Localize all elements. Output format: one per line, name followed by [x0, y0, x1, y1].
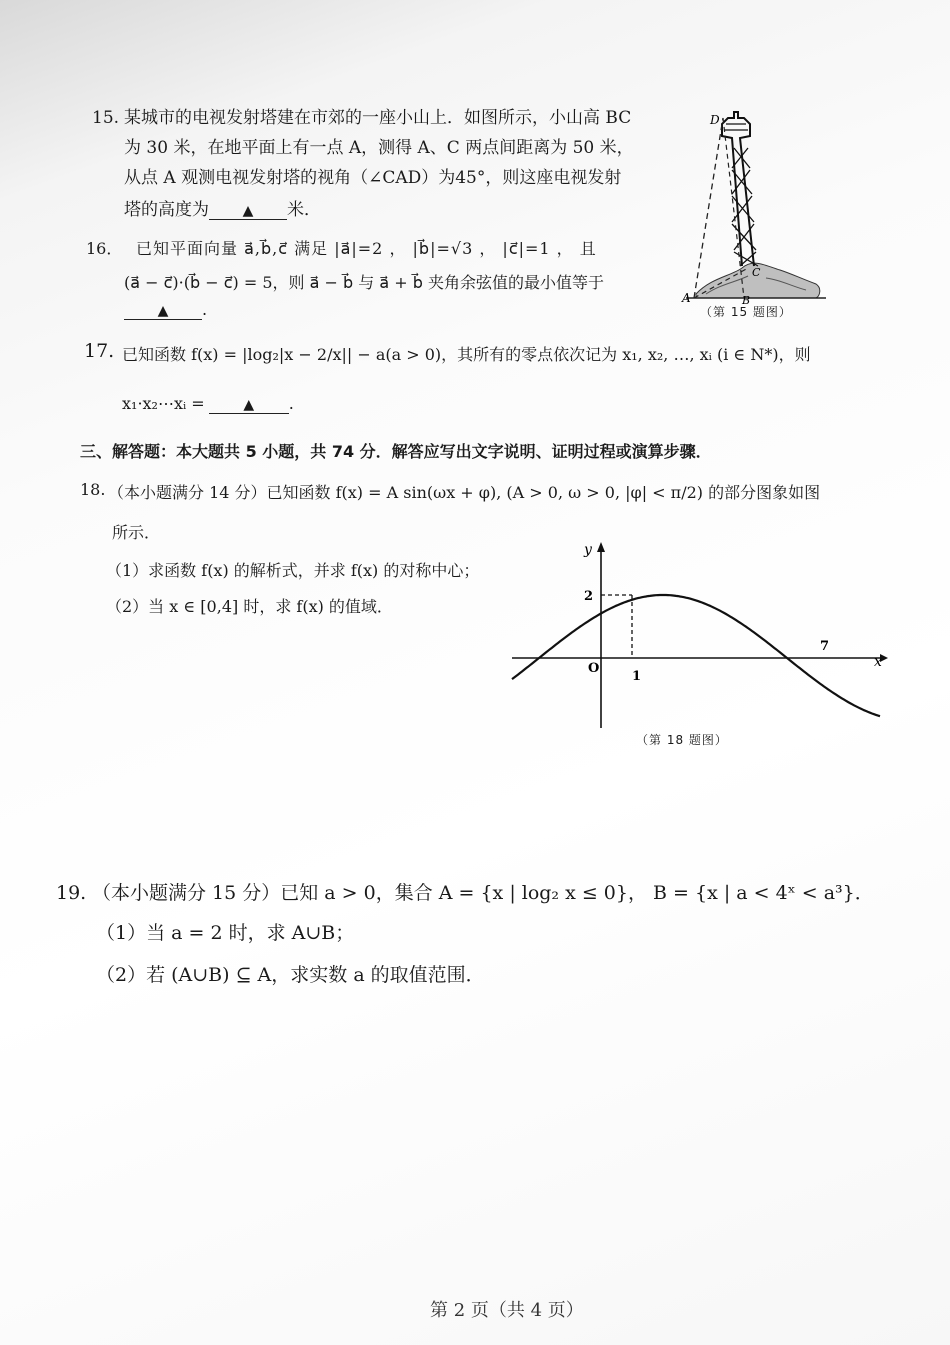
q17-line-1: 已知函数 f(x) = |log₂|x − 2/x|| − a(a > 0)，其所有的零点依次记为 x₁, x₂, …, xᵢ (i ∈ N*)，则 [122, 345, 811, 364]
section-3-heading: 三、解答题：本大题共 5 小题，共 74 分．解答应写出文字说明、证明过程或演算步骤． [80, 442, 712, 461]
q19-line-1: （本小题满分 15 分）已知 a > 0，集合 A = {x | log₂ x ≤ 0}， B = {x | a < 4ˣ < a³}． [92, 882, 874, 904]
q18-part-1: （1）求函数 f(x) 的解析式，并求 f(x) 的对称中心； [106, 561, 480, 580]
q15-answer-blank [209, 202, 287, 220]
q18-part-2: （2）当 x ∈ [0,4] 时，求 f(x) 的值域． [106, 597, 393, 616]
answer-triangle-icon: ▲ [242, 203, 254, 219]
page-footer: 第 2 页（共 4 页） [430, 1300, 584, 1321]
q18-tick-7: 7 [820, 639, 830, 654]
q18-axis-y: y [584, 542, 592, 558]
q15-tower-figure [676, 108, 836, 320]
q15-label-d: D [710, 113, 720, 127]
q15-label-a: A [682, 291, 691, 305]
q15-caption: （第 15 题图） [700, 305, 792, 319]
q18-sine-curve [512, 595, 880, 716]
q18-caption: （第 18 题图） [636, 733, 728, 747]
q18-tick-1: 1 [632, 669, 642, 684]
q15-line-4-text: 塔的高度为 [124, 200, 209, 220]
q19-number: 19. [56, 882, 87, 904]
q18-tick-2: 2 [584, 589, 594, 604]
q18-line-2: 所示． [112, 523, 161, 542]
q16-line-2: (a⃗ − c⃗)·(b⃗ − c⃗) = 5，则 a⃗ − b⃗ 与 a⃗ + b⃗ 夹角余弦值的最小值等于 [124, 273, 604, 292]
q17-line-2 [122, 394, 294, 414]
q15-label-b: B [742, 294, 751, 307]
q15-tail: 米． [287, 200, 321, 220]
q18-axis-x: x [874, 654, 882, 670]
answer-triangle-icon: ▲ [243, 397, 255, 413]
q18-number: 18. [80, 480, 106, 499]
q19-part-2: （2）若 (A∪B) ⊆ A，求实数 a 的取值范围． [96, 964, 485, 986]
q18-graph [508, 538, 888, 728]
q16-line-1: 已知平面向量 a⃗,b⃗,c⃗ 满足 |a⃗|=2 ， |b⃗|=√3 ， |c⃗|=1 ， 且 [136, 239, 597, 258]
q16-tail: . [202, 300, 208, 319]
q18-origin: O [588, 661, 600, 676]
q15-line-2: 为 30 米，在地平面上有一点 A，测得 A、C 两点间距离为 50 米， [124, 138, 634, 158]
q16-line-3 [124, 300, 207, 320]
q17-line-2-text: x₁·x₂⋯xᵢ = [122, 394, 205, 413]
answer-triangle-icon: ▲ [157, 303, 169, 319]
q17-number: 17. [84, 340, 115, 362]
q18-line-1: （本小题满分 14 分）已知函数 f(x) = A sin(ωx + φ), (A > 0, ω > 0, |φ| < π/2) 的部分图象如图 [108, 483, 821, 502]
q15-line-3: 从点 A 观测电视发射塔的视角（∠CAD）为45°，则这座电视发射 [124, 168, 622, 188]
q15-line-1: 某城市的电视发射塔建在市郊的一座小山上．如图所示，小山高 BC [124, 108, 632, 128]
q16-answer-blank [124, 302, 202, 320]
q15-label-c: C [752, 266, 761, 279]
q17-answer-blank [209, 396, 289, 414]
q16-number: 16． [86, 239, 123, 258]
q17-tail: . [288, 394, 294, 413]
q19-part-1: （1）当 a = 2 时，求 A∪B； [96, 922, 355, 944]
q15-line-4 [124, 195, 321, 225]
q15-number: 15. [92, 108, 120, 128]
